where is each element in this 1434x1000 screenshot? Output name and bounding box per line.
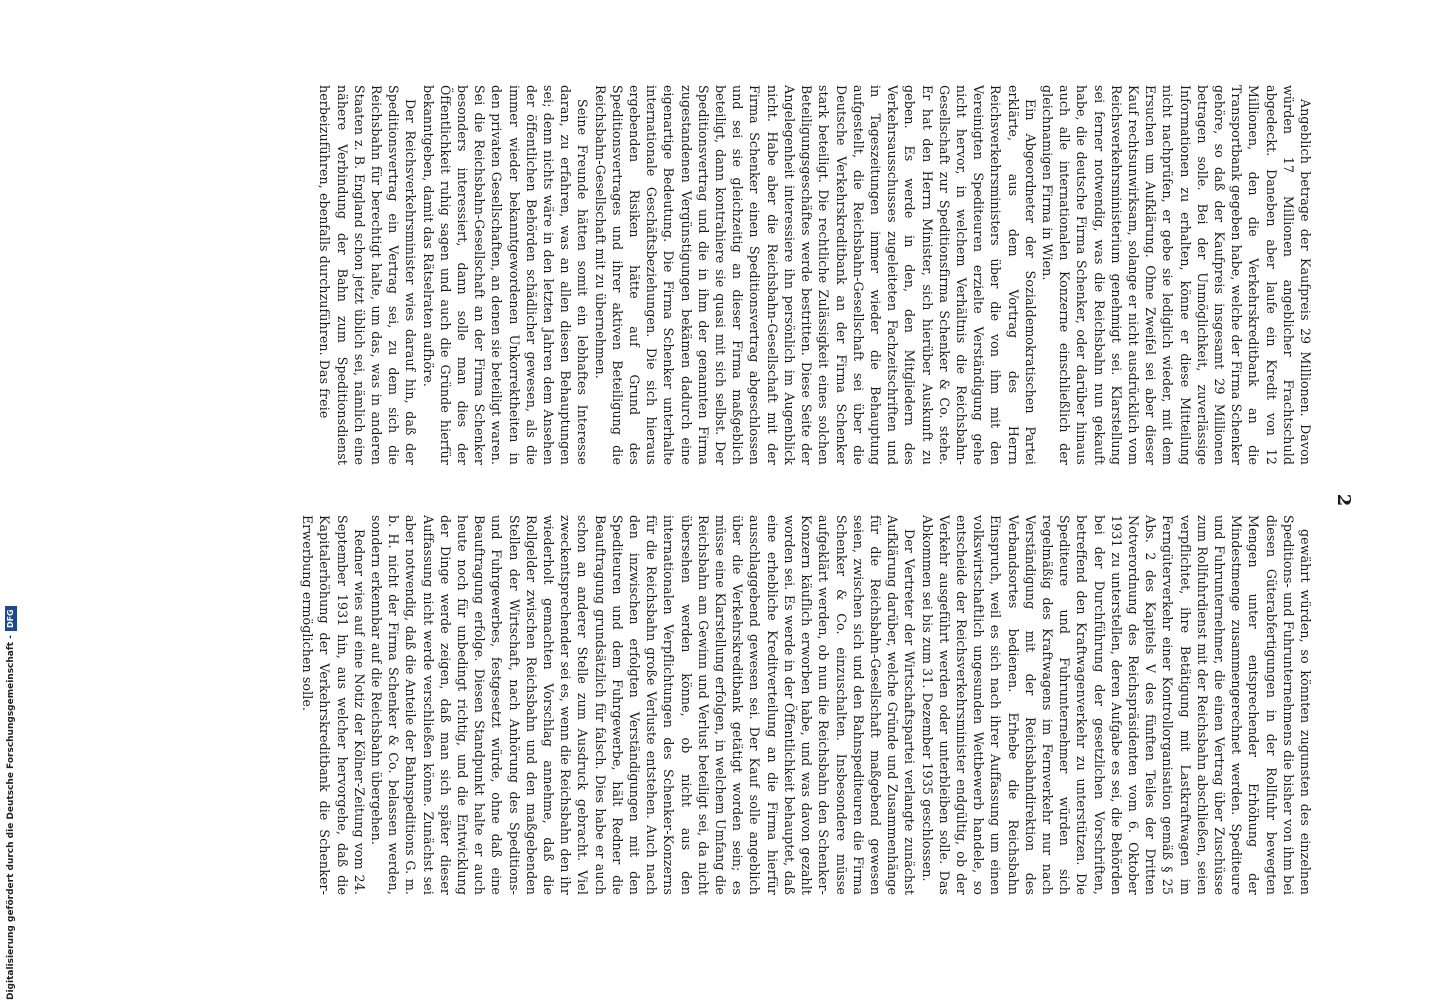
paragraph: Der Reichsverkehrsminister wies darauf hin, daß der Speditionsvertrag ein Vertrag sei, zu dem sich die Reichsbahn für berechtigt halte, um das, was in anderen Staaten z. B. England schon jetzt üblich sei, nämlich eine nähere Verbindung der Bahn zum Speditionsdienst herbeizuführen, ebenfalls durchzuführen. Das freie bbox=[317, 85, 419, 465]
credit-text: Digitalisierung gefördert durch die Deutsche Forschungsgemeinschaft - bbox=[6, 635, 16, 1000]
page-number: 2 bbox=[1333, 493, 1354, 507]
paragraph: Angeblich betrage der Kaufpreis 29 Millionen. Davon würden 17 Millionen angeblicher Frachtschuld abgedeckt. Daneben aber laufe ein Kredit von 12 Millionen, den die Verkehrskreditbank an die Transportbank gegeben habe, welche der Firma Schenker gehöre, so daß der Kaufpreis insgesamt 29 Millionen betragen solle. Bei der Unmöglichkeit, zuverlässige Informationen zu erhalten, könne er diese Mitteilung nicht nachprüfen, er gebe sie lediglich wieder, mit dem Ersuchen um Aufklärung. Ohne Zweifel sei aber dieser Kauf rechtsunwirksam, solange er nicht ausdrücklich vom Reichsverkehrsministerium genehmigt sei. Klarstellung sei ferner notwendig, was die Reichsbahn nun gekauft habe, die deutsche Firma Schenker, oder darüber hinaus auch alle internationalen Konzerne einschließlich der gleichnamigen Firma in Wien. bbox=[1039, 85, 1313, 465]
paragraph: Seine Freunde hätten somit ein lebhaftes Interesse daran, zu erfahren, was an allen diesen Behauptungen sei; denn nichts wäre in den letzten Jahren dem Ansehen der öffentlichen Behörden schädlicher gewesen, als die immer wieder bekanntgewordenen Unkorrektheiten in den privaten Gesellschaften, an denen sie beteiligt waren. Sei die Reichsbahn-Gesellschaft an der Firma Schenker besonders interessiert, dann solle man dies der Öffentlichkeit ruhig sagen und auch die Gründe hierfür bekanntgeben, damit das Rätselraten aufhöre. bbox=[420, 85, 591, 465]
paragraph: Redner wies auf eine Notiz der Kölner-Zeitung vom 24. September 1931 hin, aus welcher hervorgehe, daß die Kapitalerhöhung der Verkehrskreditbank die Schenker-Erwerbung ermöglichen solle. bbox=[300, 515, 367, 895]
paragraph: gewährt würden, so könnten zugunsten des einzelnen Speditions- und Fuhrunternehmens die bisher von ihm bei diesen Güterabfertigungen in der Rollfuhr bewegten Mengen unter entsprechender Erhöhung der Mindestmenge zusammengerechnet werden. Spediteure und Fuhrunternehmer, die einen Vertrag über Zuschüsse zum Rollfuhrdienst mit der Reichsbahn abschließen, seien verpflichtet, ihre Betätigung mit Lastkraftwagen im Ferngüterverkehr einer Kontrollorganisation gemäß § 25 Abs. 2 des Kapitels V des fünften Teiles der Dritten Notverordnung des Reichspräsidenten vom 6. Oktober 1931 zu unterstellen, deren Aufgabe es sei, die Behörden bei der Durchführung der gesetzlichen Vorschriften, betreffend den Kraftwagenverkehr zu unterstützen. Die Spediteure und Fuhrunternehmer würden sich regelmäßig des Kraftwagens im Fernverkehr nur nach Verständigung mit der Reichsbahndirektion des Verbandsortes bedienen. Erhebe die Reichsbahn Einspruch, weil es sich nach ihrer Auffassung um einen volkswirtschaftlich ungesunden Wettbewerb handele, so entscheide der Reichsverkehrsminister endgültig, ob der Verkehr ausgeführt werden oder unterbleiben solle. Das Abkommen sei bis zum 31. Dezember 1935 geschlossen. bbox=[919, 515, 1313, 895]
text-column-right bbox=[134, 515, 1314, 895]
paragraph: Ein Abgeordneter der Sozialdemokratischen Partei erklärte, aus dem Vortrag des Herrn Reichsverkehrsministers über die von ihm mit den Vereinigten Spediteuren erzielte Verständigung gehe nicht hervor, in welchem Verhältnis die Reichsbahn-Gesellschaft zur Speditionsfirma Schenker & Co. stehe. Er hat den Herrn Minister, sich hierüber Auskunft zu geben. Es werde in den, den Mitgliedern des Verkehrsausschusses zugeleiteten Fachzeitschriften und in Tageszeitungen immer wieder die Behauptung aufgestellt, die Reichsbahn-Gesellschaft sei über die Deutsche Verkehrskreditbank an der Firma Schenker stark beteiligt. Die rechtliche Zulässigkeit eines solchen Beteiligungsgeschäftes werde bestritten. Diese Seite der Angelegenheit interessiere ihn persönlich im Augenblick nicht. Habe aber die Reichsbahn-Gesellschaft mit der Firma Schenker einen Speditionsvertrag abgeschlossen und sei sie gleichzeitig an dieser Firma maßgeblich beteiligt, dann kontrahiere sie quasi mit sich selbst. Der Speditionsvertrag und die in ihm der genannten Firma zugestandenen Vergünstigungen bekämen dadurch eine eigenartige Bedeutung. Die Firma Schenker unterhalte internationale Geschäftsbeziehungen. Die sich hieraus ergebenden Risiken hätte auf Grund des Speditionsvertrages und ihrer aktiven Beteiligung die Reichsbahn-Gesellschaft mit zu übernehmen. bbox=[592, 85, 1038, 465]
paragraph: Der Vertreter der Wirtschaftspartei verlangte zunächst Aufklärung darüber, welche Gründe und Zusammenhänge für die Reichsbahn-Gesellschaft maßgebend gewesen seien, zwischen sich und den Bahnspediteuren die Firma Schenker & Co. einzuschalten. Insbesondere müsse aufgeklärt werden, ob nun die Reichsbahn den Schenker-Konzern käuflich erworben habe, und was davon gezahlt worden sei. Es werde in der Öffentlichkeit behauptet, daß eine erhebliche Kreditverteilung an die Firma hierfür ausschlaggebend gewesen sei. Der Kauf solle angeblich über die Verkehrskreditbank getätigt worden sein; es müsse eine Klarstellung erfolgen, in welchem Umfang die Reichsbahn am Gewinn und Verlust beteiligt sei, da nicht übersehen werden könne, ob nicht aus den internationalen Verpflichtungen des Schenker-Konzerns für die Reichsbahn große Verluste entstehen. Auch nach den inzwischen erfolgten Verständigungen mit den Spediteuren und dem Fuhrgewerbe, hält Redner die Beauftragung grundsätzlich für falsch. Dies habe er auch schon an anderer Stelle zum Ausdruck gebracht. Viel zweckentsprechender sei es, wenn die Reichsbahn den ihr wiederholt gemachten Vorschlag annehme, daß die Rollgelder zwischen Reichsbahn und den maßgebenden Stellen der Wirtschaft, nach Anhörung des Speditions- und Fuhrgewerbes, festgesetzt würde, ohne daß eine Beauftragung erfolge. Diesen Standpunkt halte er auch heute noch für unbedingt richtig, und die Entwicklung der Dinge werde zeigen, daß man sich später dieser Auffassung nicht werde verschließen könne. Zunächst sei aber notwendig, daß die Anteile der Bahnspeditions G. m. b. H. nicht der Firma Schenker & Co. belassen werden, sondern erkennbar auf die Reichsbahn übergehen. bbox=[369, 515, 918, 895]
digitization-credit bbox=[4, 0, 18, 1000]
dfg-logo: DFG bbox=[5, 606, 17, 631]
text-column-left bbox=[134, 85, 1314, 465]
